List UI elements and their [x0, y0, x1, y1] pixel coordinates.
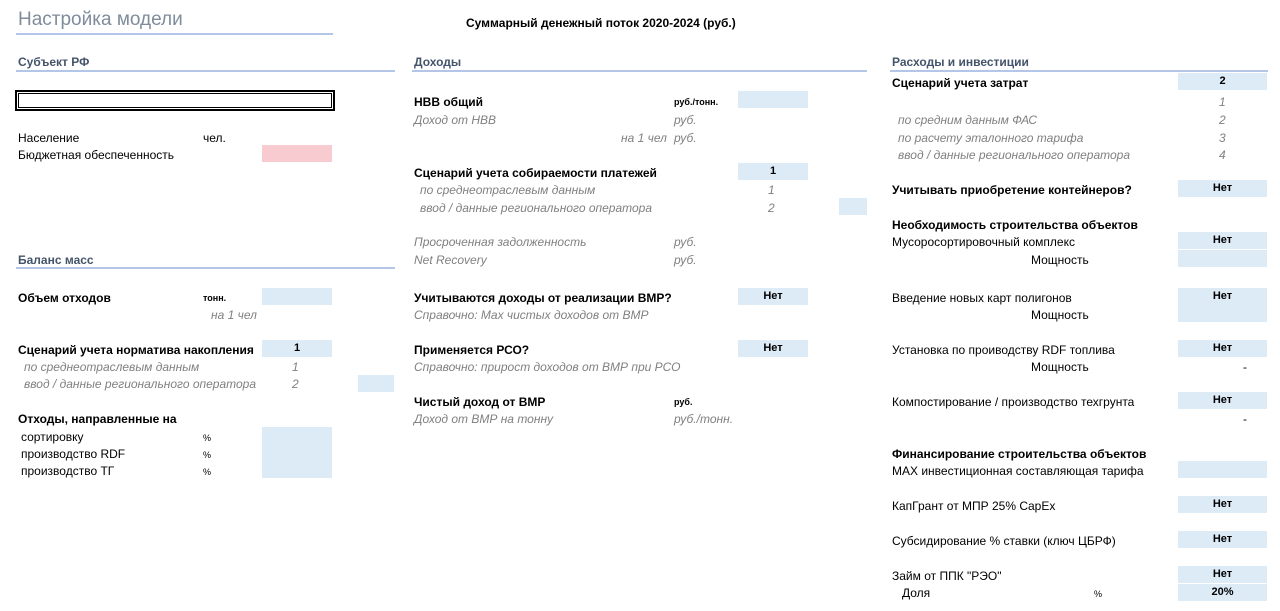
cost-option-2-value: 3	[1219, 131, 1226, 145]
loan-label: Займ от ППК "РЭО"	[892, 569, 1002, 583]
budget-label: Бюджетная обеспеченность	[18, 148, 175, 162]
norm-option-2: ввод / данные регионального оператора	[24, 377, 257, 391]
compost-capacity-value: -	[1243, 412, 1247, 426]
rdf-unit: %	[203, 450, 212, 460]
landfill-capacity-input[interactable]	[1178, 305, 1267, 322]
compost-label: Компостирование / производство техгрунта	[892, 395, 1135, 409]
tg-label: производство ТГ	[21, 464, 115, 478]
tg-input[interactable]	[262, 461, 332, 478]
rdf-input[interactable]	[262, 444, 332, 461]
collect-scenario-label: Сценарий учета собираемости платежей	[414, 166, 657, 180]
tg-unit: %	[203, 467, 212, 477]
rdf-plant-select[interactable]: Нет	[1178, 340, 1267, 357]
collect-option-2: ввод / данные регионального оператора	[420, 201, 653, 215]
vmr-per-ton-unit: руб./тонн.	[674, 412, 734, 426]
sorting-label: сортировку	[21, 430, 84, 444]
cost-option-1-value: 2	[1219, 113, 1226, 127]
sorting-complex-label: Мусоросортировочный комплекс	[892, 235, 1075, 249]
section-rule-balance	[16, 267, 395, 269]
norm-option-2-input[interactable]	[358, 375, 394, 392]
nvv-total-unit: руб./тонн.	[674, 97, 719, 107]
subsidy-label: Субсидирование % ставки (ключ ЦБРФ)	[892, 534, 1116, 548]
summary-title: Суммарный денежный поток 2020-2024 (руб.)	[466, 16, 736, 30]
cost-scenario-input[interactable]: 2	[1178, 73, 1267, 90]
containers-select[interactable]: Нет	[1178, 180, 1267, 197]
population-label: Население	[18, 131, 80, 145]
vmr-income-label: Учитываются доходы от реализации ВМР?	[414, 291, 672, 305]
waste-per-capita-label: на 1 чел	[211, 308, 257, 322]
net-recovery-label: Net Recovery	[414, 253, 487, 267]
nvv-per-capita-label: на 1 чел	[621, 131, 667, 145]
collect-option-1-value: 1	[768, 183, 775, 197]
vmr-income-select[interactable]: Нет	[738, 288, 808, 305]
waste-volume-input[interactable]	[262, 288, 332, 305]
budget-input[interactable]	[262, 145, 332, 162]
landfill-label: Введение новых карт полигонов	[892, 291, 1072, 305]
nvv-total-input[interactable]	[738, 91, 808, 108]
norm-option-2-value: 2	[292, 377, 299, 391]
sorting-input[interactable]	[262, 427, 332, 444]
waste-per-capita-value	[262, 306, 332, 323]
sorting-complex-select[interactable]: Нет	[1178, 232, 1267, 249]
containers-label: Учитывать приобретение контейнеров?	[892, 183, 1132, 197]
nvv-income-label: Доход от НВВ	[414, 113, 497, 127]
cost-option-3: ввод / данные регионального оператора	[898, 148, 1131, 162]
rso-select[interactable]: Нет	[738, 340, 808, 357]
max-invest-label: MAX инвестиционная составляющая тарифа	[892, 464, 1144, 478]
section-rule-income	[412, 70, 867, 72]
collect-scenario-input[interactable]: 1	[738, 163, 808, 180]
norm-scenario-label: Сценарий учета норматива накопления	[18, 343, 254, 357]
sorting-capacity-label: Мощность	[1031, 253, 1089, 267]
collect-option-1: по среднеотраслевым данным	[420, 183, 596, 197]
compost-select[interactable]: Нет	[1178, 392, 1267, 409]
cost-option-2: по расчету эталонного тарифа	[898, 131, 1084, 145]
population-unit: чел.	[203, 131, 226, 145]
section-header-income: Доходы	[414, 55, 462, 69]
vmr-ref-label: Справочно: Max чистых доходов от ВМР	[414, 308, 649, 322]
overdue-label: Просроченная задолженность	[414, 235, 587, 249]
landfill-capacity-label: Мощность	[1031, 308, 1089, 322]
section-rule-subject	[16, 70, 395, 72]
capgrant-label: КапГрант от МПР 25% CapEx	[892, 499, 1056, 513]
cost-option-1: по средним данным ФАС	[898, 113, 1038, 127]
directed-label: Отходы, направленные на	[18, 412, 177, 426]
loan-select[interactable]: Нет	[1178, 566, 1267, 583]
collect-option-2-value: 2	[768, 201, 775, 215]
waste-volume-label: Объем отходов	[18, 291, 111, 305]
page-title: Настройка модели	[18, 9, 183, 30]
section-header-balance: Баланс масс	[18, 253, 94, 267]
rdf-capacity-value: -	[1243, 360, 1247, 374]
rso-label: Применяется РСО?	[414, 343, 530, 357]
collect-option-2-input[interactable]	[839, 198, 867, 215]
sorting-unit: %	[203, 433, 212, 443]
share-label: Доля	[902, 586, 931, 600]
rso-ref-label: Справочно: прирост доходов от ВМР при РСО	[414, 360, 681, 374]
net-recovery-unit: руб.	[674, 253, 697, 267]
rdf-label: производство RDF	[21, 447, 126, 461]
rdf-plant-label: Установка по проиводству RDF топлива	[892, 343, 1115, 357]
capgrant-select[interactable]: Нет	[1178, 496, 1267, 513]
sorting-capacity-input[interactable]	[1178, 250, 1267, 267]
landfill-select[interactable]: Нет	[1178, 288, 1267, 305]
cost-scenario-label: Сценарий учета затрат	[892, 76, 1029, 90]
section-header-expenses: Расходы и инвестиции	[892, 55, 1029, 69]
nvv-income-unit: руб.	[674, 113, 697, 127]
construction-label: Необходимость строительства объектов	[892, 218, 1138, 232]
max-invest-input[interactable]	[1178, 461, 1267, 478]
nvv-total-label: НВВ общий	[414, 95, 483, 109]
share-unit: %	[1094, 589, 1103, 599]
rdf-capacity-label: Мощность	[1031, 360, 1089, 374]
subsidy-select[interactable]: Нет	[1178, 531, 1267, 548]
cost-option-3-value: 4	[1219, 148, 1226, 162]
norm-option-1: по среднеотраслевым данным	[24, 360, 200, 374]
section-rule-expenses	[890, 70, 1268, 72]
nvv-per-capita-unit: руб.	[674, 131, 697, 145]
title-underline	[16, 33, 333, 35]
norm-option-1-value: 1	[292, 360, 299, 374]
norm-scenario-input[interactable]: 1	[262, 340, 332, 357]
cost-option-0-value: 1	[1219, 95, 1226, 109]
section-header-subject: Субъект РФ	[18, 55, 90, 69]
overdue-unit: руб.	[674, 235, 697, 249]
subject-select[interactable]	[15, 90, 335, 111]
net-vmr-unit: руб.	[674, 397, 693, 407]
share-input[interactable]: 20%	[1178, 584, 1267, 601]
vmr-per-ton-label: Доход от ВМР на тонну	[414, 412, 554, 426]
financing-label: Финансирование строительства объектов	[892, 447, 1147, 461]
waste-volume-unit: тонн.	[203, 293, 227, 303]
net-vmr-label: Чистый доход от ВМР	[414, 395, 546, 409]
